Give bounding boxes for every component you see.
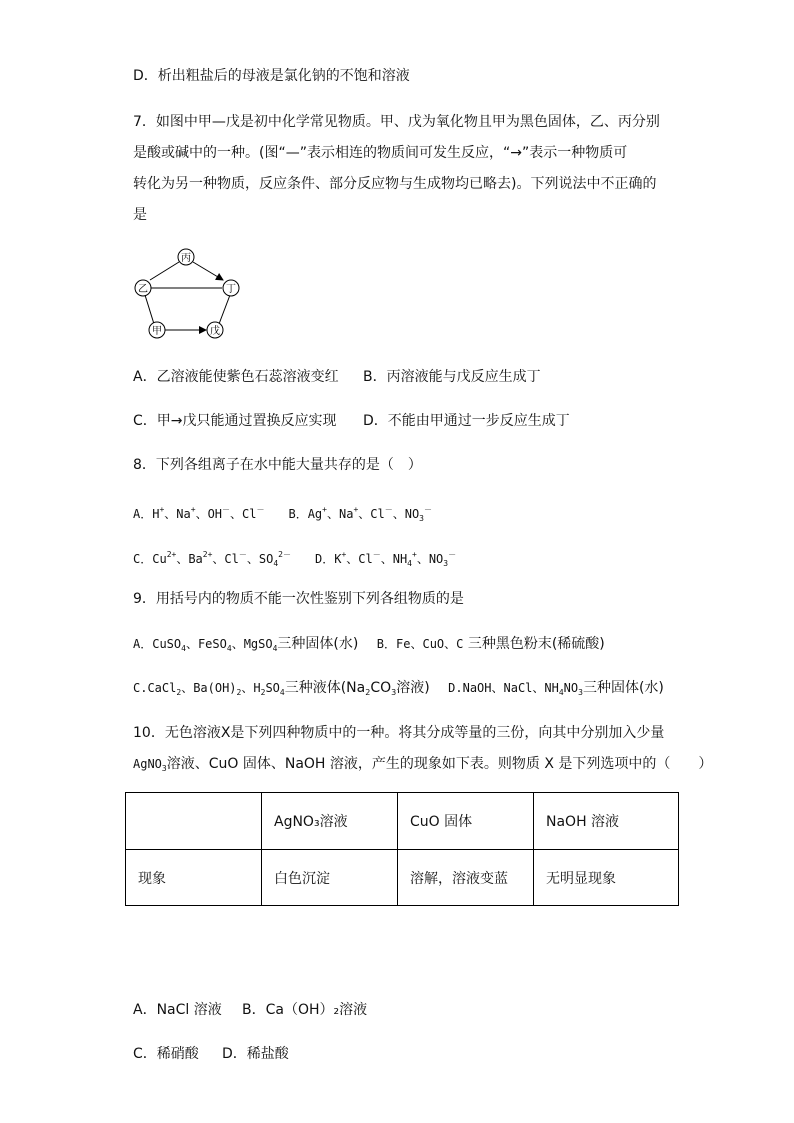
q10-stem-line1: 10．无色溶液X是下列四种物质中的一种。将其分成等量的三份，向其中分别加入少量 [133, 725, 665, 741]
reaction-diagram [130, 244, 250, 344]
q6-option-d: D．析出粗盐后的母液是氯化钠的不饱和溶液 [133, 68, 410, 84]
node-bing-label: 丙 [181, 253, 191, 264]
table-cell-agno3: 白色沉淀 [262, 850, 398, 906]
q9-stem: 9．用括号内的物质不能一次性鉴别下列各组物质的是 [133, 591, 464, 607]
q7-stem-line1: 7．如图中甲—戊是初中化学常见物质。甲、戊为氧化物且甲为黑色固体，乙、丙分别 [133, 114, 660, 130]
table-cell-cuo: 溶解，溶液变蓝 [398, 850, 534, 906]
table-cell-label: 现象 [126, 850, 262, 906]
edge-yi-jia [145, 295, 154, 324]
q10-option-c: C．稀硝酸 [133, 1046, 199, 1062]
q9-option-a-b: A．CuSO$_4$、FeSO$_4$、MgSO$_4$三种固体(水) B．Fe、CuO、C 三种黑色粉末(稀硫酸) [133, 636, 605, 653]
table-header-cuo: CuO 固体 [398, 793, 534, 850]
q10-option-b: B．Ca（OH）₂溶液 [242, 1002, 368, 1018]
table-cell-naoh: 无明显现象 [534, 850, 679, 906]
node-jia-label: 甲 [152, 326, 162, 337]
q7-option-c: C．甲→戊只能通过置换反应实现 [133, 413, 337, 429]
observation-table [125, 792, 679, 906]
q7-stem-line4: 是 [133, 207, 147, 223]
q9-option-c-d: C.CaCl$_2$、$Ba(OH)_2$、$H_2SO_4$三种液体($Na_2CO_3$溶液) D.NaOH、NaCl、$NH_4NO_3$三种固体(水) [133, 680, 664, 697]
edge-bing-ding [193, 262, 223, 280]
q8-option-c-d: C．$Cu^{2+}$、$Ba^{2+}$、Cl－、$SO_4^{2-}$ D．K+、Cl－、$NH_4^+$、$NO_3^-$ [133, 550, 457, 568]
q7-stem-line2: 是酸或碱中的一种。(图“—”表示相连的物质间可发生反应，“→”表示一种物质可 [133, 145, 628, 161]
q7-option-d: D．不能由甲通过一步反应生成丁 [363, 413, 570, 429]
table-header-agno3: AgNO₃溶液 [262, 793, 398, 850]
q10-stem-line2: AgNO$_3$溶液、CuO 固体、NaOH 溶液，产生的现象如下表。则物质 X 是下列选项中的（ ） [133, 756, 713, 773]
q7-option-b: B．丙溶液能与戊反应生成丁 [363, 369, 541, 385]
q10-option-a: A．NaCl 溶液 [133, 1002, 222, 1018]
table-row [126, 850, 679, 906]
table-header-naoh: NaOH 溶液 [534, 793, 679, 850]
table-header-row [126, 793, 679, 850]
node-wu-label: 戊 [210, 326, 220, 337]
q8-stem: 8．下列各组离子在水中能大量共存的是（ ） [133, 457, 422, 473]
edge-ding-wu [219, 295, 230, 324]
table-header-empty [126, 793, 262, 850]
q10-option-d: D．稀盐酸 [222, 1046, 289, 1062]
q7-option-a: A．乙溶液能使紫色石蕊溶液变红 [133, 369, 339, 385]
q7-stem-line3: 转化为另一种物质，反应条件、部分反应物与生成物均已略去)。下列说法中不正确的 [133, 176, 657, 192]
node-yi-label: 乙 [138, 284, 148, 295]
edge-yi-bing [150, 262, 179, 280]
q8-option-a-b: A．H+、Na+、OH－、Cl－ B．Ag+、Na+、Cl－、$NO_3^-$ [133, 505, 432, 523]
node-ding-label: 丁 [226, 284, 236, 295]
